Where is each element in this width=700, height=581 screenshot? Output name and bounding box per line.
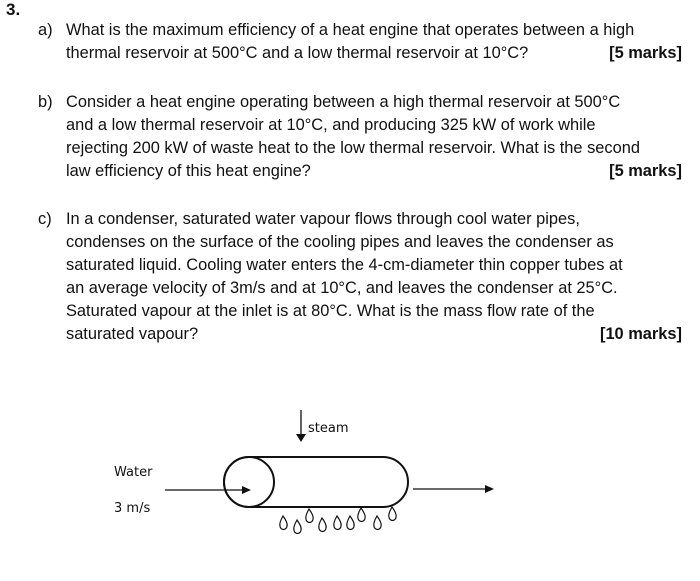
question-number: 3. (6, 0, 21, 19)
part-a-line-1: What is the maximum efficiency of a heat engine that operates between a high (66, 21, 635, 39)
water-label: Water (114, 465, 153, 480)
condenser-diagram (0, 390, 700, 581)
droplet-icon (294, 520, 301, 534)
steam-label: steam (308, 421, 349, 436)
part-b-line-3: rejecting 200 kW of waste heat to the low thermal reservoir. What is the second (66, 139, 640, 157)
steam-arrow (296, 410, 306, 442)
droplet-icon (306, 509, 313, 523)
part-b-line-2: and a low thermal reservoir at 10°C, and producing 325 kW of work while (66, 116, 596, 134)
droplet-icon (280, 516, 287, 530)
water-inlet-arrow (165, 486, 251, 494)
part-b-line-4: law efficiency of this heat engine? (66, 162, 311, 180)
part-b (38, 92, 684, 182)
droplet-icon (374, 516, 381, 530)
part-a (38, 20, 684, 64)
droplet-icon (319, 518, 326, 532)
part-c-label: c) (38, 210, 52, 228)
part-b-marks: [5 marks] (609, 162, 682, 180)
part-c-line-6: saturated vapour? (66, 325, 199, 343)
part-c-marks: [10 marks] (599, 325, 682, 343)
part-c-line-2: condenses on the surface of the cooling pipes and leaves the condenser as (66, 233, 614, 251)
part-a-line-2: thermal reservoir at 500°C and a low thermal reservoir at 10°C? (66, 44, 529, 62)
part-a-marks: [5 marks] (609, 44, 682, 62)
droplet-icon (347, 516, 354, 530)
part-c-line-1: In a condenser, saturated water vapour flows through cool water pipes, (66, 210, 580, 228)
part-b-line-1: Consider a heat engine operating between a high thermal reservoir at 500°C (66, 93, 621, 111)
part-b-label: b) (38, 93, 53, 111)
condenser-tube (224, 457, 408, 507)
droplet-icon (358, 508, 365, 522)
part-c-line-5: Saturated vapour at the inlet is at 80°C. What is the mass flow rate of the (66, 302, 595, 320)
part-c-line-4: an average velocity of 3m/s and at 10°C, and leaves the condenser at 25°C. (66, 279, 618, 297)
water-outlet-arrow (413, 485, 494, 493)
part-c-line-3: saturated liquid. Cooling water enters the 4-cm-diameter thin copper tubes at (66, 256, 623, 274)
condensate-droplets (280, 507, 396, 534)
droplet-icon (389, 507, 396, 521)
tube-inlet-circle (224, 457, 274, 507)
velocity-label: 3 m/s (114, 501, 151, 516)
droplet-icon (334, 516, 341, 530)
part-c (38, 209, 684, 345)
part-a-label: a) (38, 21, 53, 39)
